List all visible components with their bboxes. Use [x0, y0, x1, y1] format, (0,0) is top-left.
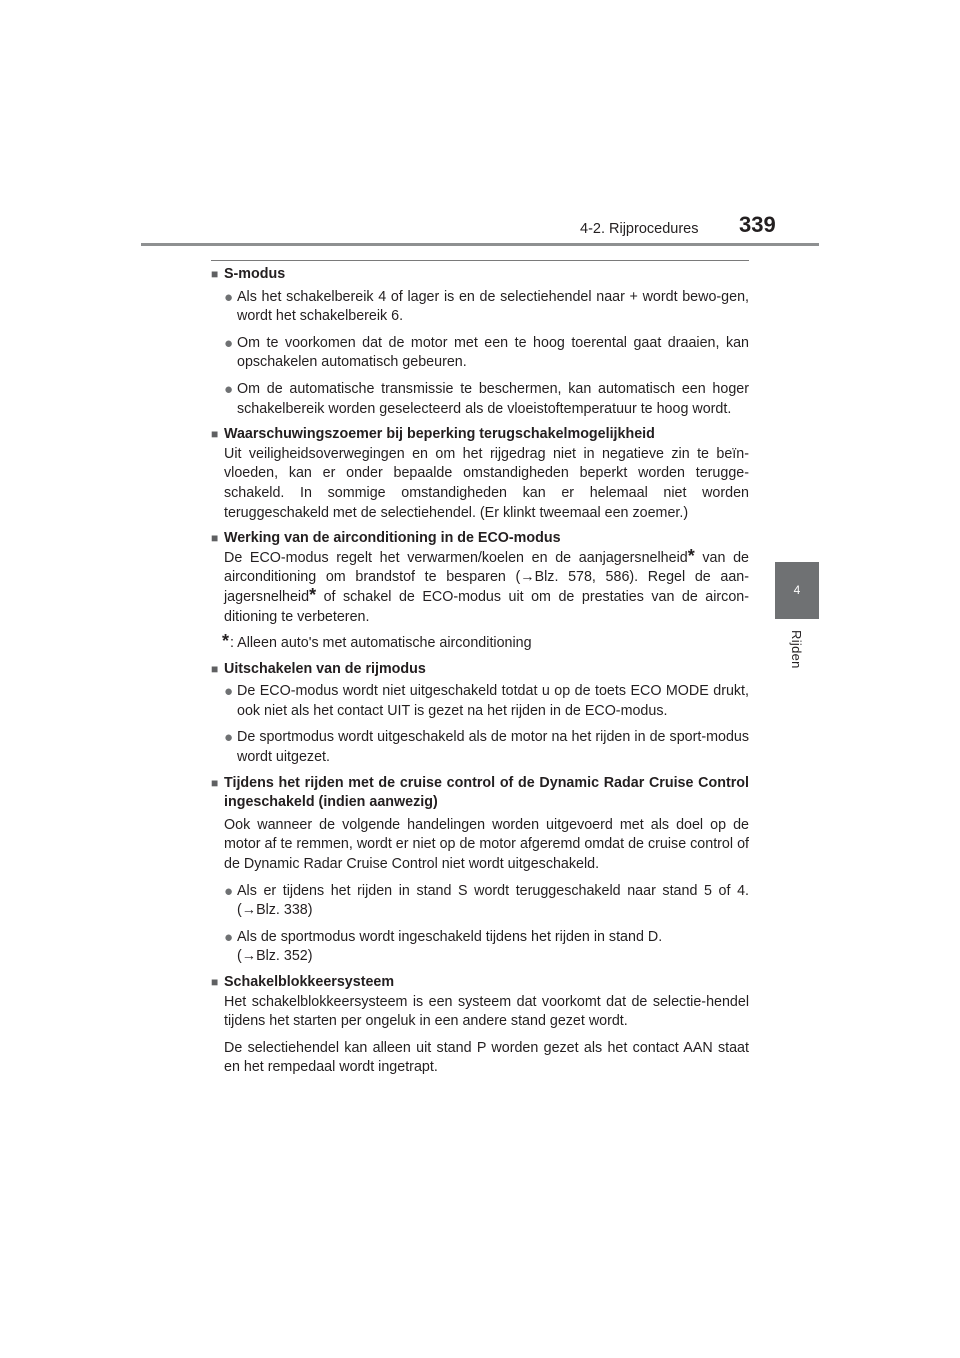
side-tab-chapter[interactable]: 4	[775, 562, 819, 619]
square-bullet-icon: ■	[211, 775, 219, 790]
section-title: ■ Waarschuwingszoemer bij beperking terugschakelmogelijkheid	[211, 425, 749, 445]
list-item: ● Om de automatische transmissie te beschermen, kan automatisch een hoger schakelbereik worden geselecteerd als de vloeistoftemperatuur te hoog wordt.	[211, 380, 749, 419]
list-item: ● Om te voorkomen dat de motor met een te hoog toerental gaat draaien, kan opschakelen automatisch gebeuren.	[211, 334, 749, 373]
paragraph: De selectiehendel kan alleen uit stand P worden gezet als het contact AAN staat en het rempedaal wordt ingetrapt.	[224, 1039, 749, 1076]
footnote: * : Alleen auto's met automatische airconditioning	[211, 634, 749, 654]
circle-bullet-icon: ●	[224, 882, 234, 900]
page-reference[interactable]: Blz. 578, 586). Regel de aan-jagersnelheid	[224, 569, 749, 605]
asterisk-mark: *	[222, 631, 230, 652]
header-section-title: 4-2. Rijprocedures	[580, 221, 699, 237]
right-arrow-icon: →	[241, 948, 257, 965]
paragraph: Uit veiligheidsoverwegingen en om het rijgedrag niet in negatieve zin te beïn-vloeden, kan er onder bepaalde omstandigheden beperkt worden terugge-schakeld. In sommige omstandigheden kan er helemaal niet worden teruggeschakeld met de selectiehendel. (Er klinkt tweemaal een zoemer.)	[224, 445, 749, 521]
list-item: ● De sportmodus wordt uitgeschakeld als de motor na het rijden in de sport-modus wordt uitgezet.	[211, 728, 749, 767]
square-bullet-icon: ■	[211, 267, 219, 281]
list-item: ● Als de sportmodus wordt ingeschakeld tijdens het rijden in stand D. (→Blz. 352)	[211, 928, 749, 967]
circle-bullet-icon: ●	[224, 288, 234, 306]
circle-bullet-icon: ●	[224, 928, 234, 946]
page-content	[211, 265, 749, 1078]
circle-bullet-icon: ●	[224, 683, 234, 701]
page-reference[interactable]: Blz. 338)	[256, 902, 313, 919]
section-title: ■ S-modus	[211, 265, 749, 285]
section-title: ■ Schakelblokkeersysteem	[211, 973, 749, 993]
header-divider	[141, 243, 819, 246]
page-number: 339	[739, 212, 776, 237]
side-tab-label: Rijden	[789, 630, 804, 669]
list-item: ● Als er tijdens het rijden in stand S wordt teruggeschakeld naar stand 5 of 4. (→Blz. 338)	[211, 882, 749, 921]
list-item: ● De ECO-modus wordt niet uitgeschakeld totdat u op de toets ECO MODE drukt, ook niet als het contact UIT is gezet na het rijden in de ECO-modus.	[211, 682, 749, 721]
list-item: ● Als het schakelbereik 4 of lager is en de selectiehendel naar + wordt bewo-gen, wordt het schakelbereik 6.	[211, 288, 749, 327]
circle-bullet-icon: ●	[224, 334, 234, 352]
square-bullet-icon: ■	[211, 975, 219, 989]
asterisk-mark: *	[687, 545, 695, 566]
right-arrow-icon: →	[520, 569, 535, 586]
content-top-divider	[211, 260, 749, 261]
square-bullet-icon: ■	[211, 531, 219, 546]
page-reference[interactable]: Blz. 352)	[256, 948, 313, 965]
circle-bullet-icon: ●	[224, 729, 234, 747]
paragraph: Het schakelblokkeersysteem is een systeem dat voorkomt dat de selectie-hendel tijdens het starten per ongeluk in een andere stand gezet wordt.	[224, 993, 749, 1030]
paragraph: De ECO-modus regelt het verwarmen/koelen en de aanjagersnelheid* van de airconditioning om brandstof te besparen (→Blz. 578, 586). Regel de aan-jagersnelheid* of schakel de ECO-modus uit om de prestaties van de aircon-ditioning te verbeteren.	[224, 545, 749, 625]
section-title: ■ Tijdens het rijden met de cruise control of de Dynamic Radar Cruise Control ingeschakeld (indien aanwezig)	[211, 774, 749, 813]
right-arrow-icon: →	[241, 902, 257, 919]
circle-bullet-icon: ●	[224, 380, 234, 398]
section-title: ■ Werking van de airconditioning in de ECO-modus	[211, 529, 749, 549]
paragraph: Ook wanneer de volgende handelingen worden uitgevoerd met als doel op de motor af te remmen, wordt er niet op de motor afgeremd omdat de cruise control of de Dynamic Radar Cruise Control niet wordt uitgeschakeld.	[224, 816, 749, 873]
section-title: ■ Uitschakelen van de rijmodus	[211, 660, 749, 680]
square-bullet-icon: ■	[211, 427, 219, 442]
asterisk-mark: *	[309, 584, 317, 605]
square-bullet-icon: ■	[211, 661, 219, 676]
